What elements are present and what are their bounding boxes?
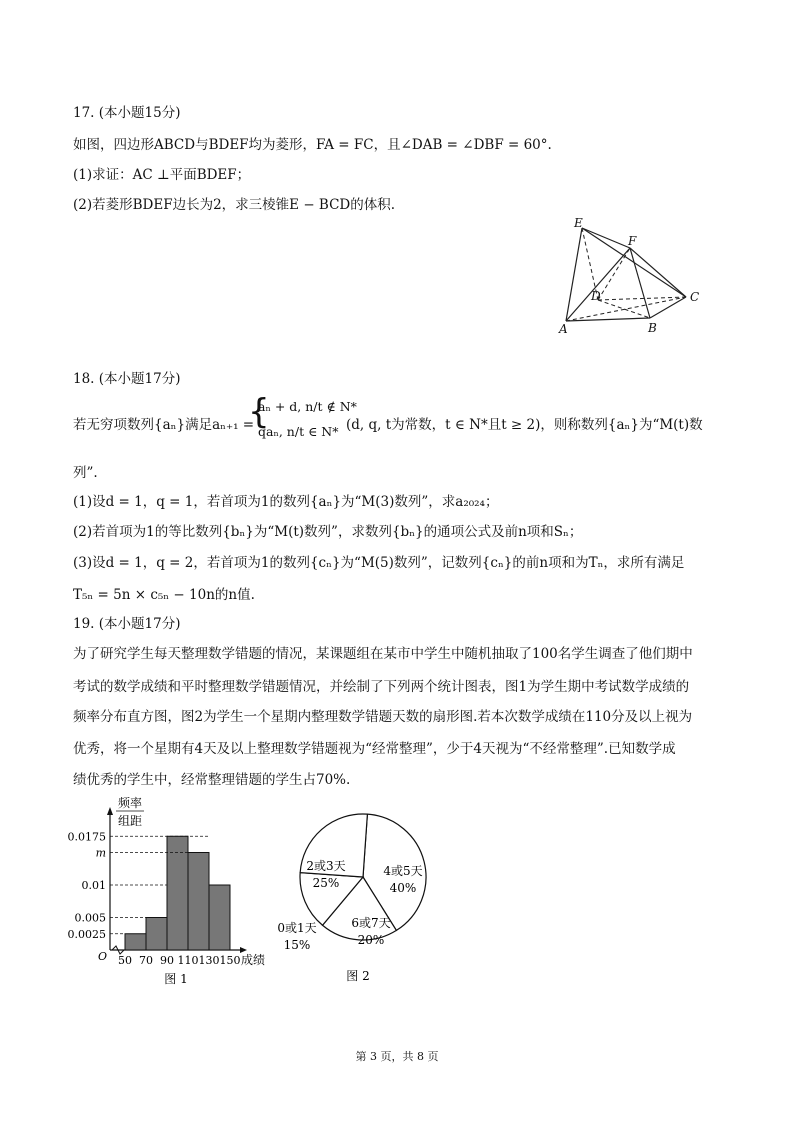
y-tick-label: 0.005 bbox=[74, 911, 106, 925]
x-tick-label: 90 bbox=[160, 954, 174, 967]
y-axis-arrow bbox=[107, 807, 113, 815]
q17-part2: (2)若菱形BDEF边长为2，求三棱锥E − BCD的体积. bbox=[73, 197, 396, 213]
y-tick-label: m bbox=[95, 846, 106, 860]
histogram-bar bbox=[188, 853, 209, 951]
pie-slice-pct: 15% bbox=[283, 938, 311, 952]
pie-slice-name: 6或7天 bbox=[351, 916, 391, 930]
pie-slice-name: 0或1天 bbox=[277, 921, 317, 935]
figure1-caption: 图 1 bbox=[164, 972, 188, 986]
figure2-caption: 图 2 bbox=[346, 969, 370, 983]
pie-slice-pct: 40% bbox=[389, 881, 417, 895]
origin-label: O bbox=[98, 950, 108, 963]
histogram-bar bbox=[209, 885, 230, 950]
q19-para-line1: 为了研究学生每天整理数学错题的情况，某课题组在某市中学生中随机抽取了100名学生调查了他们期中 bbox=[73, 646, 693, 662]
q18-part2: (2)若首项为1的等比数列{bₙ}为“M(t)数列”，求数列{bₙ}的通项公式及前n项和Sₙ； bbox=[73, 524, 583, 540]
label-D: D bbox=[591, 289, 601, 303]
label-B: B bbox=[648, 321, 657, 335]
page-footer: 第 3 页，共 8 页 bbox=[355, 1050, 439, 1063]
pie-slice-pct: 20% bbox=[357, 933, 385, 947]
q19-para-line5: 绩优秀的学生中，经常整理错题的学生占70%. bbox=[73, 772, 351, 788]
x-tick-label: 150 bbox=[219, 954, 241, 967]
x-tick-label: 50 bbox=[118, 954, 132, 967]
q19-para-line4: 优秀，将一个星期有4天及以上整理数学错题视为“经常整理”，少于4天视为“不经常整理”.已知数学成 bbox=[73, 741, 676, 757]
pyramid-figure bbox=[550, 215, 710, 340]
q18-part3-cont: T₅ₙ = 5n × c₅ₙ − 10n的n值. bbox=[73, 587, 255, 603]
label-A: A bbox=[559, 322, 568, 336]
histogram-bar bbox=[167, 836, 188, 950]
histogram-bar bbox=[125, 934, 146, 950]
label-F: F bbox=[628, 234, 637, 248]
pie-slice-name: 2或3天 bbox=[306, 859, 346, 873]
pie-slice-name: 4或5天 bbox=[383, 864, 423, 878]
x-tick-label: 70 bbox=[139, 954, 153, 967]
x-tick-label: 130 bbox=[198, 954, 220, 967]
q18-part3: (3)设d = 1，q = 2，若首项为1的数列{cₙ}为“M(5)数列”，记数列{cₙ}的前n项和为Tₙ，求所有满足 bbox=[73, 555, 685, 571]
q17-part1: (1)求证：AC ⊥平面BDEF； bbox=[73, 167, 251, 183]
label-C: C bbox=[690, 290, 700, 304]
q18-case2: qaₙ, n/t ∈ N* bbox=[258, 424, 339, 439]
ylabel-top: 频率 bbox=[118, 796, 143, 810]
x-tick-label: 110 bbox=[177, 954, 199, 967]
q17-header: 17. (本小题15分) bbox=[73, 105, 181, 121]
pie-slice-pct: 25% bbox=[312, 876, 340, 890]
q18-case1: aₙ + d, n/t ∉ N* bbox=[258, 399, 357, 414]
q18-part1: (1)设d = 1，q = 1，若首项为1的数列{aₙ}为“M(3)数列”，求a₂₀₂₄； bbox=[73, 494, 499, 510]
brace: { bbox=[248, 392, 270, 432]
q19-para-line3: 频率分布直方图，图2为学生一个星期内整理数学错题天数的扇形图.若本次数学成绩在110分及以上视为 bbox=[73, 709, 693, 725]
histogram-bar bbox=[146, 918, 167, 951]
label-E: E bbox=[574, 216, 583, 230]
q18-header: 18. (本小题17分) bbox=[73, 371, 181, 387]
q17-line1: 如图，四边形ABCD与BDEF均为菱形，FA = FC，且∠DAB = ∠DBF = 60°. bbox=[73, 137, 552, 153]
y-tick-label: 0.0175 bbox=[67, 830, 106, 844]
q19-header: 19. (本小题17分) bbox=[73, 616, 181, 632]
histogram-chart bbox=[60, 795, 280, 990]
q19-para-line2: 考试的数学成绩和平时整理数学错题情况，并绘制了下列两个统计图表，图1为学生期中考试数学成绩的 bbox=[73, 679, 690, 695]
y-tick-label: 0.0025 bbox=[67, 927, 106, 941]
q18-def-prefix: 若无穷项数列{aₙ}满足aₙ₊₁ = bbox=[73, 417, 255, 433]
q18-def-suffix: (d, q, t为常数，t ∈ N*且t ≥ 2)，则称数列{aₙ}为“M(t)数 bbox=[346, 417, 703, 433]
ylabel-bottom: 组距 bbox=[118, 814, 143, 828]
y-tick-label: 0.01 bbox=[81, 879, 106, 892]
x-axis-label: 成绩 bbox=[241, 953, 266, 967]
q18-def-end: 列”. bbox=[73, 465, 98, 481]
pie-chart bbox=[270, 790, 450, 990]
